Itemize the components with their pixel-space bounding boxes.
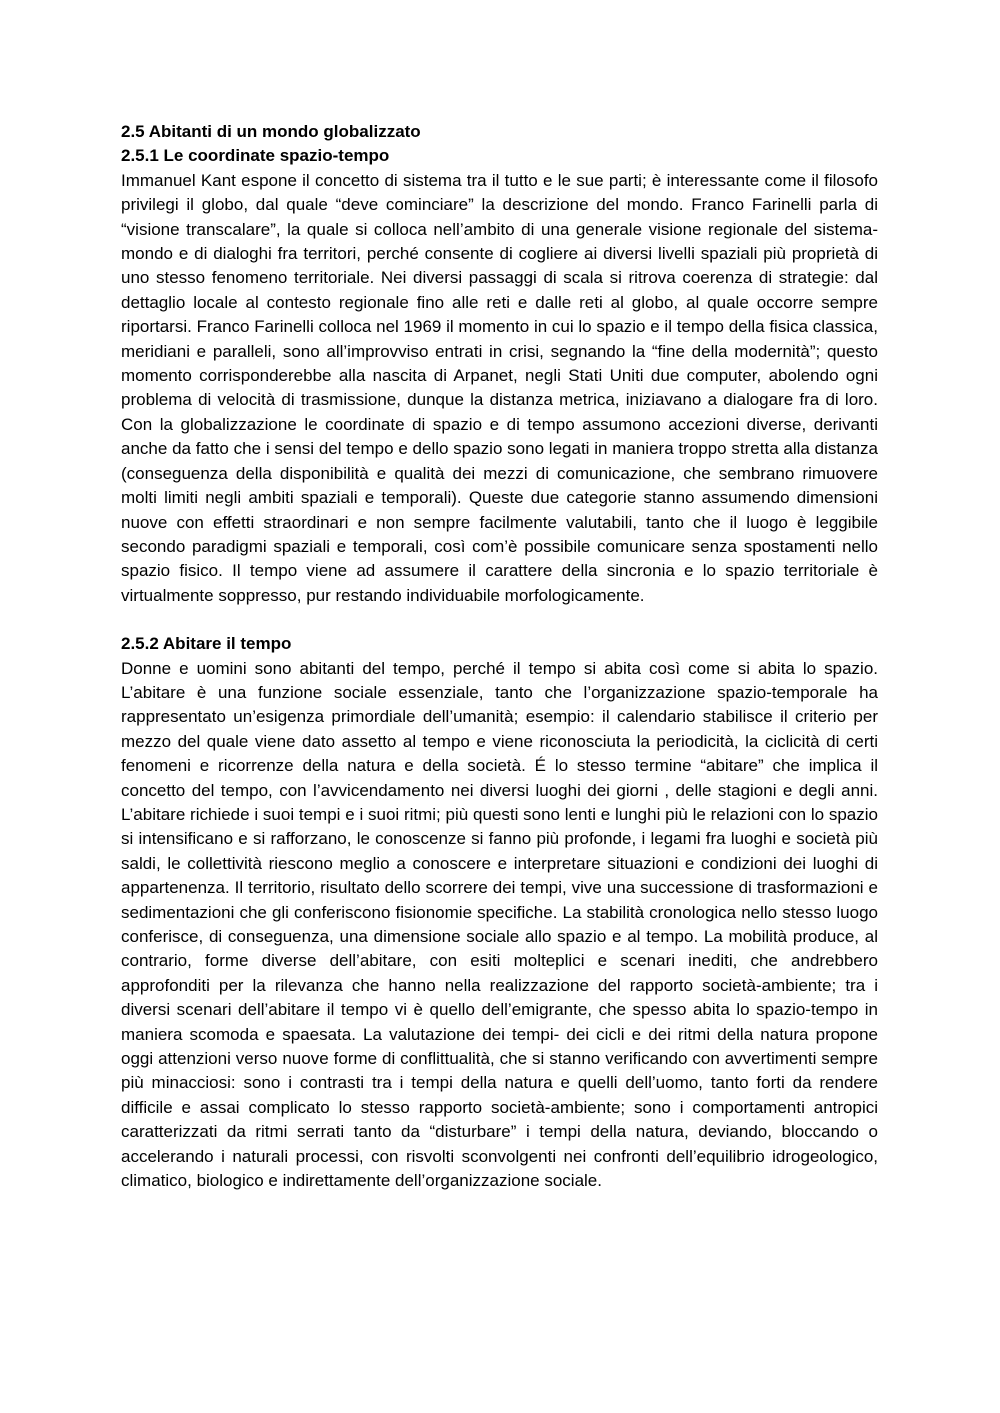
section-title: 2.5 Abitanti di un mondo globalizzato <box>121 122 421 141</box>
subsection-title-abitare: 2.5.2 Abitare il tempo <box>121 634 292 654</box>
paragraph-spacer <box>121 608 878 632</box>
paragraph-coordinate: Immanuel Kant espone il concetto di sistema tra il tutto e le sue parti; è interessante come il filosofo privilegi il globo, dal quale “deve cominciare” la descrizione del mondo. Franco Farinelli parla di “visione transcalare”, la quale si colloca nell’ambito di una generale visione regionale del sistema-mondo e di dialoghi fra territori, perché consente di cogliere ai diversi livelli spaziali più proprietà di uno stesso fenomeno territoriale. Nei diversi passaggi di scala si ritrova coerenza di strategie: dal dettaglio locale al contesto regionale fino alle reti e dalle reti al globo, al quale occorre sempre riportarsi. Franco Farinelli colloca nel 1969 il momento in cui lo spazio e il tempo della fisica classica, meridiani e paralleli, sono all’improvviso entrati in crisi, segnando la “fine della modernità”; questo momento corrisponderebbe alla nascita di Arpanet, negli Stati Uniti due computer, abolendo ogni problema di velocità di trasmissione, dunque la distanza metrica, iniziavano a dialogare fra di loro. Con la globalizzazione le coordinate di spazio e di tempo assumono accezioni diverse, derivanti anche da fatto che i sensi del tempo e dello spazio sono legati in maniera troppo stretta alla distanza (conseguenza della disponibilità e qualità dei mezzi di comunicazione, che sembrano rimuovere molti limiti negli ambiti spaziali e temporali). Queste due categorie stanno assumendo dimensioni nuove con effetti straordinari e non sempre facilmente valutabili, tanto che il luogo è leggibile secondo paradigmi spaziali e temporali, così com’è possibile comunicare senza spostamenti nello spazio fisico. Il tempo viene ad assumere il carattere della sincronia e lo spazio territoriale è virtualmente soppresso, pur restando individuabile morfologicamente. <box>121 170 878 605</box>
subsection-title-coordinate: 2.5.1 Le coordinate spazio-tempo <box>121 146 390 166</box>
document-page <box>121 120 878 1193</box>
paragraph-abitare: Donne e uomini sono abitanti del tempo, perché il tempo si abita così come si abita lo spazio. L’abitare è una funzione sociale essenziale, tanto che l’organizzazione spazio-temporale ha rappresentato un’esigenza primordiale dell’umanità; esempio: il calendario stabilisce il criterio per mezzo del quale viene dato assetto al tempo e viene riconosciuta la periodicità, la ciclicità di certi fenomeni e ricorrenze della natura e della società. É lo stesso termine “abitare” che implica il concetto del tempo, con l’avvicendamento nei diversi luoghi dei giorni , delle stagioni e degli anni. L’abitare richiede i suoi tempi e i suoi ritmi; più questi sono lenti e lunghi più le relazioni con lo spazio si intensificano e si rafforzano, le conoscenze si fanno più profonde, i legami fra luoghi e società più saldi, le collettività riescono meglio a conoscere e interpretare situazioni e condizioni dei luoghi di appartenenza. Il territorio, risultato dello scorrere dei tempi, vive una successione di trasformazioni e sedimentazioni che gli conferiscono fisionomie specifiche. La stabilità cronologica nello stesso luogo conferisce, di conseguenza, una dimensione sociale allo spazio e al tempo. La mobilità produce, al contrario, forme diverse dell’abitare, con esiti molteplici e scenari inediti, che andrebbero approfonditi per la rilevanza che hanno nella realizzazione del rapporto società-ambiente; tra i diversi scenari dell’abitare il tempo vi è quello dell’emigrante, che spesso abita lo spazio-tempo in maniera scomoda e spaesata. La valutazione dei tempi- dei cicli e dei ritmi della natura propone oggi attenzioni verso nuove forme di conflittualità, che si stanno verificando con avvertimenti sempre più minacciosi: sono i contrasti tra i tempi della natura e quelli dell’uomo, tanto forti da rendere difficile e assai complicato lo stesso rapporto società-ambiente; sono i comportamenti antropici caratterizzati da ritmi serrati tanto da “disturbare” i tempi della natura, deviando, bloccando o accelerando i naturali processi, con risvolti sconvolgenti nei confronti dell’equilibrio idrogeologico, climatico, biologico e indirettamente dell’organizzazione sociale. <box>121 658 878 1191</box>
